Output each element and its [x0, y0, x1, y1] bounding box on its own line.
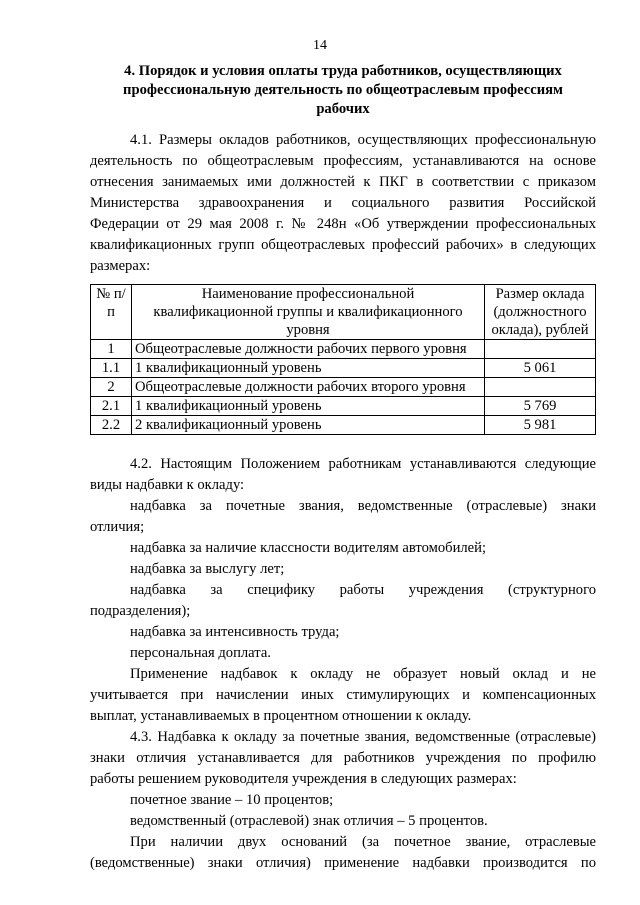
- heading-line: профессиональную деятельность по общеотраслевым профессиям: [123, 82, 563, 98]
- paragraph-4-1-line: размерах:: [90, 258, 151, 274]
- paragraph-4-1-line: деятельность по общеотраслевым профессиям, устанавливаются на основе: [90, 153, 596, 169]
- list-item: ведомственный (отраслевой) знак отличия – 5 процентов.: [130, 813, 488, 829]
- row-salary: [485, 378, 596, 397]
- paragraph-4-1-line: отнесения занимаемых ими должностей к ПКГ в соответствии с приказом: [90, 174, 596, 190]
- list-item: надбавка за почетные звания, ведомственные (отраслевые) знаки: [130, 498, 596, 514]
- paragraph-line: выплат, устанавливаемых в процентном отношении к окладу.: [90, 708, 472, 724]
- paragraph-4-3-line: 4.3. Надбавка к окладу за почетные звания, ведомственные (отраслевые): [130, 729, 596, 745]
- row-num: 2.2: [91, 416, 132, 435]
- row-salary: 5 981: [485, 416, 596, 435]
- heading-line: 4. Порядок и условия оплаты труда работников, осуществляющих: [124, 63, 562, 79]
- row-name: 1 квалификационный уровень: [132, 397, 485, 416]
- list-item: надбавка за наличие классности водителям автомобилей;: [130, 540, 487, 556]
- heading-line: рабочих: [316, 101, 370, 117]
- list-item: отличия;: [90, 519, 145, 535]
- paragraph-4-3-line: работы решением руководителя учреждения в следующих размерах:: [90, 771, 517, 787]
- table-row: [91, 397, 596, 416]
- table-row: [91, 416, 596, 435]
- table-row: [91, 340, 596, 359]
- paragraph-4-1-line: Федерации от 29 мая 2008 г. № 248н «Об утверждении профессиональных: [90, 216, 596, 232]
- table-row: [91, 359, 596, 378]
- salary-table: [90, 284, 596, 435]
- row-salary: 5 769: [485, 397, 596, 416]
- paragraph-4-1-line: 4.1. Размеры окладов работников, осуществляющих профессиональную: [130, 132, 596, 148]
- paragraph-line: При наличии двух оснований (за почетное звание, отраслевые: [130, 834, 596, 850]
- section-heading: [90, 62, 596, 119]
- paragraph-4-2-line: 4.2. Настоящим Положением работникам устанавливаются следующие: [130, 456, 596, 472]
- paragraph-4-1-line: квалификационных групп общеотраслевых профессий рабочих» в следующих: [90, 237, 596, 253]
- list-item: почетное звание – 10 процентов;: [130, 792, 334, 808]
- paragraph-line: Применение надбавок к окладу не образует новый оклад и не: [130, 666, 596, 682]
- table-row: [91, 378, 596, 397]
- list-item: надбавка за выслугу лет;: [130, 561, 285, 577]
- paragraph-4-3-line: знаки отличия устанавливается для работников учреждения по профилю: [90, 750, 596, 766]
- list-item: надбавка за интенсивность труда;: [130, 624, 340, 640]
- header-name: Наименование профессиональной квалификационной группы и квалификационного уровня: [132, 285, 485, 340]
- row-num: 1.1: [91, 359, 132, 378]
- row-name: 2 квалификационный уровень: [132, 416, 485, 435]
- row-salary: 5 061: [485, 359, 596, 378]
- paragraph-line: учитывается при начислении иных стимулирующих и компенсационных: [90, 687, 596, 703]
- row-name: 1 квалификационный уровень: [132, 359, 485, 378]
- row-salary: [485, 340, 596, 359]
- list-item: персональная доплата.: [130, 645, 271, 661]
- list-item: надбавка за специфику работы учреждения (структурного: [130, 582, 596, 598]
- paragraph-4-2-line: виды надбавки к окладу:: [90, 477, 245, 493]
- paragraph-line: (ведомственные) знаки отличия) применение надбавки производится по: [90, 855, 596, 871]
- table-header-row: [91, 285, 596, 340]
- row-num: 1: [91, 340, 132, 359]
- header-salary: Размер оклада (должностного оклада), рублей: [485, 285, 596, 340]
- paragraph-4-1-line: Министерства здравоохранения и социального развития Российской: [90, 195, 596, 211]
- row-num: 2.1: [91, 397, 132, 416]
- page-number: 14: [313, 38, 327, 53]
- list-item: подразделения);: [90, 603, 191, 619]
- header-num: № п/п: [91, 285, 132, 340]
- row-name: Общеотраслевые должности рабочих второго уровня: [132, 378, 485, 397]
- row-name: Общеотраслевые должности рабочих первого уровня: [132, 340, 485, 359]
- row-num: 2: [91, 378, 132, 397]
